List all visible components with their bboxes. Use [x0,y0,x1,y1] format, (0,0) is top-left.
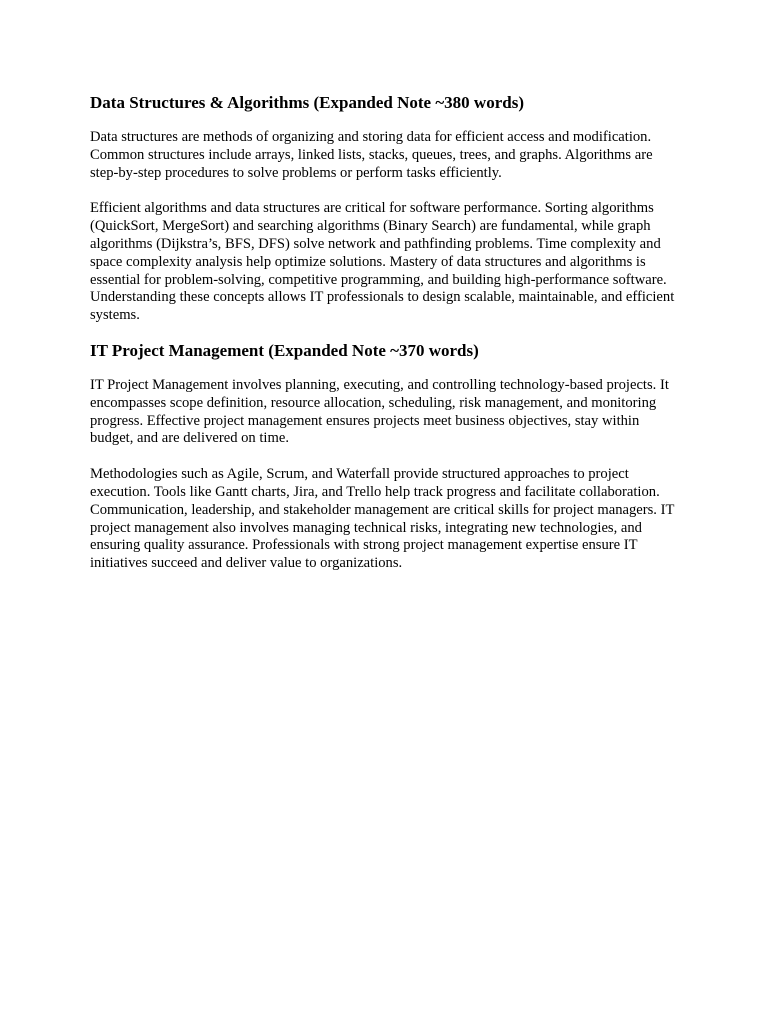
paragraph: IT Project Management involves planning, executing, and controlling technology-based projects. It encompasses scope definition, resource allocation, scheduling, risk management, and monitoring progress. Effective project management ensures projects meet business objectives, stay within budget, and are delivered on time. [90,376,669,447]
section-heading-data-structures: Data Structures & Algorithms (Expanded Note ~380 words) [90,93,524,112]
paragraph: Methodologies such as Agile, Scrum, and Waterfall provide structured approaches to project execution. Tools like Gantt charts, Jira, and Trello help track progress and facilitate collaboration. Communication, leadership, and stakeholder management are critical skills for project managers. IT project management also involves managing technical risks, integrating new technologies, and ensuring quality assurance. Professionals with strong project management expertise ensure IT initiatives succeed and deliver value to organizations. [90,466,675,572]
document-body [90,92,680,573]
paragraph: Efficient algorithms and data structures are critical for software performance. Sorting algorithms (QuickSort, MergeSort) and searching algorithms (Binary Search) are fundamental, while graph algorithms (Dijkstra’s, BFS, DFS) solve network and pathfinding problems. Time complexity and space complexity analysis help optimize solutions. Mastery of data structures and algorithms is essential for problem-solving, competitive programming, and building high-performance software. Understanding these concepts allows IT professionals to design scalable, maintainable, and efficient systems. [90,200,675,324]
section-heading-it-project-management: IT Project Management (Expanded Note ~370 words) [90,340,479,360]
paragraph: Data structures are methods of organizing and storing data for efficient access and modification. Common structures include arrays, linked lists, stacks, queues, trees, and graphs. Algorithms are step-by-step procedures to solve problems or perform tasks efficiently. [90,129,653,181]
